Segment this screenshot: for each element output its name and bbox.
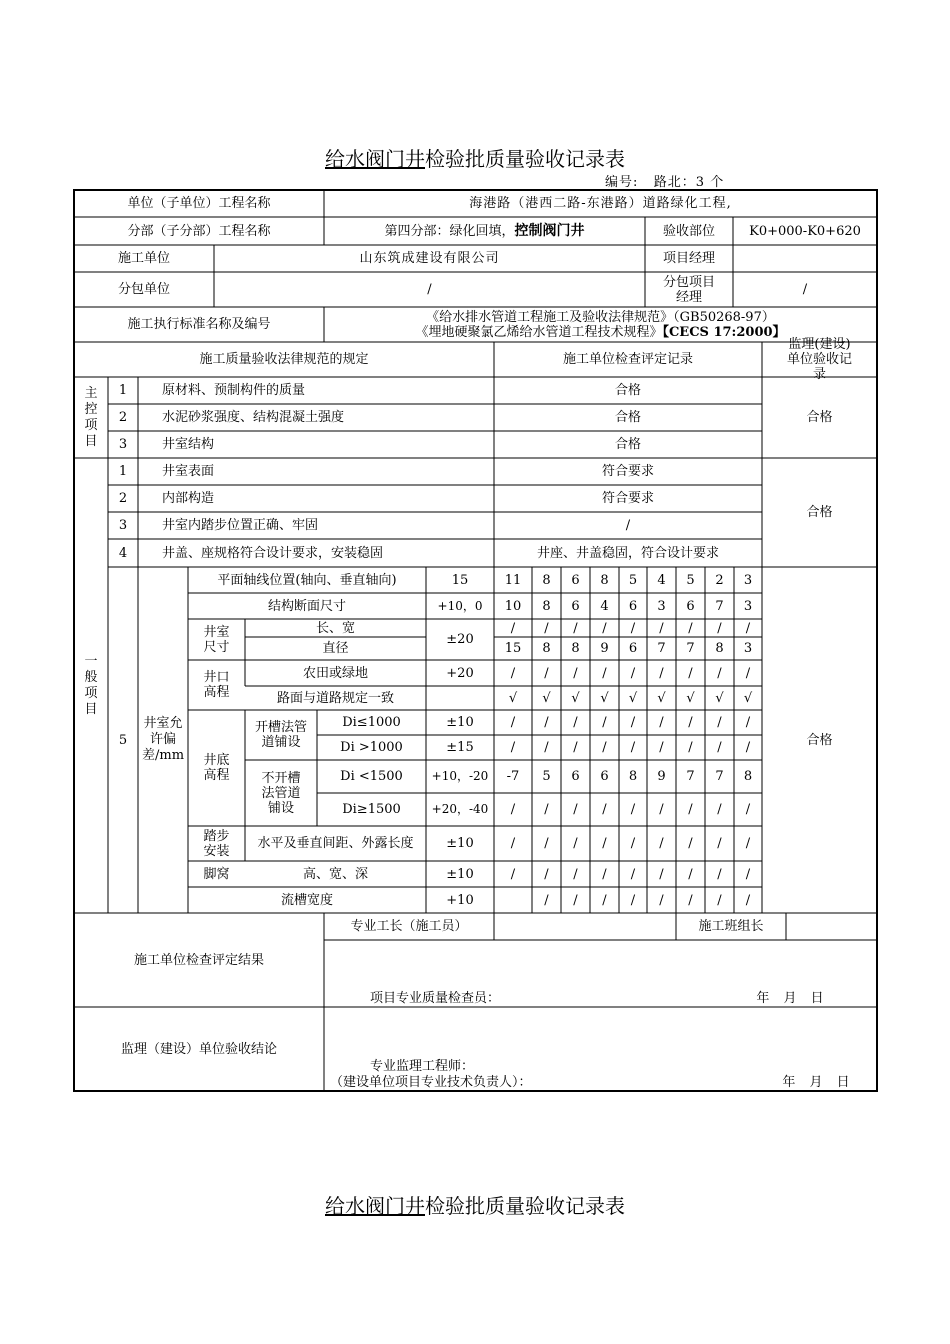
measurement-cell: √: [743, 690, 753, 706]
measurement-cell: /: [602, 620, 607, 636]
no-cut-label: 不开槽法管道铺设: [261, 770, 301, 816]
measurement-cell: 6: [571, 572, 580, 588]
main-items-supervisor: 合格: [806, 410, 833, 425]
measurement-cell: /: [745, 715, 751, 730]
measurement-cell: /: [510, 740, 516, 755]
measurement-cell: √: [571, 690, 580, 706]
page-title: 给水阀门井检验批质量验收记录表: [325, 147, 625, 171]
main-item-text: 井室结构: [162, 437, 215, 452]
measurement-cell: /: [630, 802, 636, 817]
di-ge-1500-label: Di≥1500: [342, 802, 401, 817]
main-items-label: 主控项目: [84, 385, 98, 449]
date-2: 年 月 日: [782, 1074, 850, 1090]
measurement-cell: /: [630, 620, 636, 636]
measurement-cell: 9: [600, 641, 609, 656]
measurement-cell: 4: [600, 598, 609, 614]
di-le-1000-label: Di≤1000: [342, 715, 401, 730]
measurement-cell: /: [688, 836, 693, 851]
acceptance-part-label: 验收部位: [662, 223, 715, 239]
general-items-label: 一般项目: [84, 653, 98, 717]
steps-label: 踏步安装: [203, 828, 230, 859]
measurement-cell: 6: [628, 598, 638, 614]
measurement-cell: 8: [715, 641, 724, 656]
general-item-result: 井座、井盖稳固，符合设计要求: [536, 545, 719, 561]
measurement-cell: /: [659, 620, 664, 636]
open-cut-label: 开槽法管道铺设: [254, 720, 307, 750]
general-item-result: 符合要求: [601, 491, 654, 506]
measurement-cell: /: [659, 802, 664, 817]
measurement-cell: /: [510, 802, 516, 817]
measurement-cell: 6: [600, 769, 609, 784]
measurement-cell: /: [745, 892, 751, 908]
measurement-cell: 7: [715, 598, 724, 614]
unit-project-label: 单位（子单位）工程名称: [127, 196, 271, 211]
main-item-no: 3: [118, 437, 128, 452]
allowance-value: +20: [446, 665, 474, 681]
di-gt-1000-label: Di >1000: [340, 740, 403, 755]
farmland-label: 农田或绿地: [302, 665, 368, 681]
measurement-cell: /: [630, 866, 636, 882]
project-manager-label: 项目经理: [662, 251, 715, 266]
general-item-no: 3: [118, 518, 128, 533]
contractor-result-label: 施工单位检查评定结果: [133, 952, 264, 968]
main-item-text: 原材料、预制构件的质量: [162, 383, 306, 398]
foreman-value: [494, 913, 676, 940]
measurement-cell: /: [745, 620, 751, 636]
measurement-cell: √: [686, 690, 695, 706]
measurement-cell: /: [602, 715, 607, 730]
measurement-cell: √: [628, 690, 638, 706]
measurement-cell: /: [717, 802, 722, 817]
measurement-cell: /: [688, 866, 693, 882]
col-supervisor-record: 监理(建设)单位验收记录: [786, 337, 852, 382]
general-item-text: 井盖、座规格符合设计要求，安装稳固: [162, 545, 384, 561]
general-item-no: 2: [118, 491, 128, 506]
measurement-cell: /: [717, 665, 722, 681]
measurement-cell: 5: [686, 572, 695, 588]
measurement-cell: /: [717, 740, 722, 755]
measurement-cell: 8: [743, 769, 753, 784]
measurement-cell: /: [544, 892, 549, 908]
measurement-cell: /: [745, 665, 751, 681]
measurement-cell: /: [717, 836, 722, 851]
date-1: 年 月 日: [756, 991, 824, 1006]
measurement-cell: 6: [628, 641, 638, 656]
acceptance-part-value: K0+000-K0+620: [749, 223, 861, 239]
measurement-cell: [494, 887, 532, 913]
di-lt-1500-label: Di <1500: [340, 769, 403, 784]
supervisor-conclusion-label: 监理（建设）单位验收结论: [120, 1041, 277, 1057]
measurement-cell: /: [544, 740, 549, 755]
general-item-no: 4: [118, 545, 128, 561]
measurement-cell: 2: [715, 572, 724, 588]
measurement-cell: /: [602, 892, 607, 908]
measurement-cell: /: [688, 620, 693, 636]
measurement-cell: 3: [743, 572, 753, 588]
allowance-value: +10，-20: [431, 769, 489, 783]
engineer-label: 专业监理工程师：: [370, 1058, 475, 1074]
measurement-cell: /: [544, 665, 549, 681]
general-item-text: 内部构造: [162, 491, 215, 506]
measurement-cell: /: [602, 866, 607, 882]
measurement-cell: 3: [743, 641, 753, 656]
length-width-label: 长、宽: [315, 620, 355, 636]
chamber-label: 井室尺寸: [203, 624, 230, 655]
measurement-cell: /: [659, 665, 664, 681]
tolerance-group-label: 井室允许偏差/mm: [141, 716, 185, 763]
measurement-cell: /: [544, 866, 549, 882]
measurement-cell: /: [573, 665, 578, 681]
main-item-result: 合格: [614, 437, 641, 452]
tolerance-supervisor: 合格: [806, 732, 833, 748]
mouth-label: 井口高程: [203, 670, 230, 700]
measurement-cell: √: [715, 690, 724, 706]
measurement-cell: /: [510, 836, 516, 851]
measurement-cell: /: [510, 620, 516, 636]
measurement-cell: 3: [657, 598, 666, 614]
measurement-cell: /: [688, 665, 693, 681]
subcontractor-label: 分包单位: [117, 282, 170, 297]
standard-label: 施工执行标准名称及编号: [127, 317, 271, 332]
channel-label: 流槽宽度: [280, 892, 333, 908]
measurement-cell: /: [717, 892, 722, 908]
project-manager-value: [733, 245, 877, 272]
measurement-cell: /: [659, 836, 664, 851]
measurement-cell: 3: [743, 598, 753, 614]
measurement-cell: /: [688, 802, 693, 817]
allowance-value: +20，-40: [431, 802, 489, 816]
allowance-value: +10，0: [437, 598, 483, 613]
axis-label: 平面轴线位置(轴向、垂直轴向): [217, 572, 397, 588]
allowance-value: ±15: [446, 740, 474, 755]
general-item-result: 符合要求: [601, 464, 654, 479]
measurement-cell: 6: [571, 598, 580, 614]
col-spec: 施工质量验收法律规范的规定: [199, 352, 369, 367]
engineer-sub-label: （建设单位项目专业技术负责人）：: [330, 1074, 532, 1090]
measurement-cell: /: [659, 866, 664, 882]
measurement-cell: /: [688, 715, 693, 730]
measurement-cell: -7: [506, 769, 520, 784]
sub-manager-value: /: [802, 282, 808, 297]
measurement-cell: /: [688, 892, 693, 908]
measurement-cell: /: [745, 740, 751, 755]
contractor-label: 施工单位: [117, 251, 170, 266]
measurement-cell: 4: [657, 572, 666, 588]
sub-project-value: 第四分部：绿化回填， 控制阀门井: [384, 222, 585, 239]
measurement-cell: /: [717, 620, 722, 636]
road-label: 路面与道路规定一致: [276, 690, 394, 706]
general-items-supervisor: 合格: [806, 505, 833, 520]
measurement-cell: /: [510, 715, 516, 730]
measurement-cell: 8: [542, 641, 551, 656]
standard-value: 《给水排水管道工程施工及验收法律规范》（GB50268-97） 《埋地硬聚氯乙烯给水管道工程技术规程》【CECS 17:2000】: [415, 309, 786, 340]
sub-manager-label: 分包项目经理: [662, 274, 715, 305]
measurement-cell: 7: [657, 641, 666, 656]
measurement-cell: /: [544, 715, 549, 730]
main-item-result: 合格: [614, 410, 641, 425]
team-leader-value: [786, 913, 877, 940]
sub-project-label: 分部（子分部）工程名称: [127, 223, 271, 239]
measurement-cell: /: [630, 715, 636, 730]
measurement-cell: 8: [628, 769, 638, 784]
measurement-cell: /: [659, 892, 664, 908]
serial-number: 编号: 路北：3 个: [605, 175, 725, 190]
contractor-value: 山东筑成建设有限公司: [359, 251, 500, 266]
foothold-desc: 高、宽、深: [302, 866, 368, 882]
measurement-cell: 8: [542, 572, 551, 588]
measurement-cell: 10: [504, 598, 522, 614]
measurement-cell: /: [573, 836, 578, 851]
foothold-label: 脚窝: [203, 866, 230, 882]
measurement-cell: √: [657, 690, 666, 706]
measurement-cell: /: [659, 715, 664, 730]
measurement-cell: /: [544, 802, 549, 817]
measurement-cell: /: [745, 866, 751, 882]
measurement-cell: /: [630, 740, 636, 755]
measurement-cell: /: [717, 866, 722, 882]
measurement-cell: √: [508, 690, 518, 706]
allowance-value: 15: [451, 572, 469, 588]
general-item-text: 井室表面: [162, 464, 215, 479]
main-item-text: 水泥砂浆强度、结构混凝土强度: [162, 410, 345, 425]
measurement-cell: 7: [715, 769, 724, 784]
measurement-cell: 5: [542, 769, 551, 784]
measurement-cell: /: [602, 836, 607, 851]
measurement-cell: /: [745, 802, 751, 817]
measurement-cell: 8: [600, 572, 609, 588]
measurement-cell: /: [688, 740, 693, 755]
measurement-cell: /: [630, 892, 636, 908]
measurement-cell: √: [542, 690, 551, 706]
section-label: 结构断面尺寸: [267, 598, 346, 614]
measurement-cell: /: [573, 740, 578, 755]
measurement-cell: /: [630, 836, 636, 851]
measurement-cell: /: [573, 866, 578, 882]
general-item-no: 1: [118, 464, 128, 479]
measurement-cell: 7: [686, 641, 695, 656]
measurement-cell: /: [544, 620, 549, 636]
measurement-cell: /: [602, 665, 607, 681]
next-page-title: 给水阀门井检验批质量验收记录表: [325, 1194, 625, 1218]
inspector-label: 项目专业质量检查员：: [370, 991, 501, 1006]
measurement-cell: 11: [504, 572, 522, 588]
col-contractor-record: 施工单位检查评定记录: [562, 352, 693, 367]
measurement-cell: /: [510, 665, 516, 681]
measurement-cell: /: [717, 715, 722, 730]
measurement-cell: 8: [571, 641, 580, 656]
measurement-cell: /: [510, 866, 516, 882]
measurement-cell: 15: [504, 641, 522, 656]
allowance-value: ±20: [446, 632, 474, 647]
subcontractor-value: /: [427, 282, 432, 297]
main-item-no: 2: [118, 410, 128, 425]
tolerance-no: 5: [118, 732, 128, 748]
measurement-cell: √: [600, 690, 609, 706]
measurement-cell: 8: [542, 598, 551, 614]
general-item-result: /: [625, 518, 631, 533]
measurement-cell: /: [573, 620, 578, 636]
bottom-label: 井底高程: [203, 753, 230, 783]
foreman-label: 专业工长（施工员）: [350, 919, 468, 934]
diameter-label: 直径: [322, 641, 349, 656]
general-item-text: 井室内踏步位置正确、牢固: [162, 518, 319, 533]
measurement-cell: /: [544, 836, 549, 851]
measurement-cell: /: [659, 740, 664, 755]
measurement-cell: 6: [571, 769, 580, 784]
measurement-cell: 5: [628, 572, 638, 588]
unit-project-value: 海港路（港西二路-东港路）道路绿化工程,: [469, 196, 732, 211]
main-item-no: 1: [118, 383, 128, 398]
measurement-cell: /: [745, 836, 751, 851]
main-item-result: 合格: [614, 383, 641, 398]
measurement-cell: 6: [686, 598, 695, 614]
measurement-cell: /: [573, 715, 578, 730]
measurement-cell: 7: [686, 769, 695, 784]
measurement-cell: /: [573, 802, 578, 817]
steps-desc: 水平及垂直间距、外露长度: [257, 836, 414, 851]
allowance-value: ±10: [446, 866, 474, 882]
team-leader-label: 施工班组长: [698, 919, 764, 934]
measurement-cell: /: [573, 892, 578, 908]
measurement-cell: /: [630, 665, 636, 681]
allowance-value: ±10: [446, 715, 474, 730]
allowance-value: +10: [446, 892, 474, 908]
measurement-cell: /: [602, 740, 607, 755]
allowance-value: ±10: [446, 836, 474, 851]
measurement-cell: 9: [657, 769, 666, 784]
measurement-cell: /: [602, 802, 607, 817]
